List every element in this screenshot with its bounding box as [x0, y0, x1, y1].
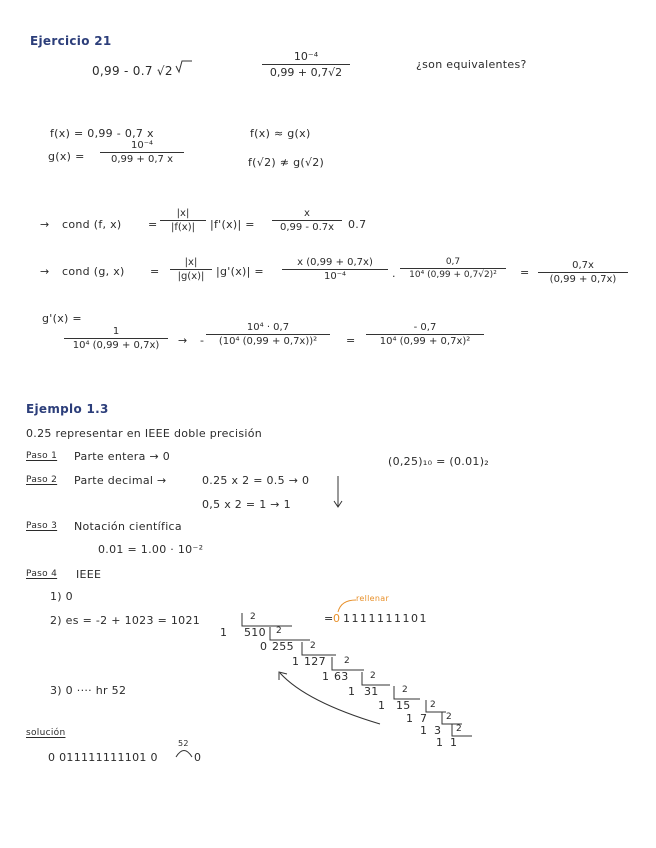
- paso-4-text: IEEE: [76, 568, 102, 581]
- division-brackets: [242, 613, 472, 736]
- division-divisor: 2: [276, 626, 283, 636]
- read-up-arrow: [280, 673, 380, 724]
- gprime-den-2: (10⁴ (0,99 + 0,7x))²: [218, 336, 318, 347]
- scientific-notation: 0.01 = 1.00 · 10⁻²: [98, 543, 204, 556]
- fraction-numerator: 10⁻⁴: [293, 50, 319, 63]
- solucion-superscript: 52: [178, 739, 189, 748]
- paso-1-text: Parte entera → 0: [74, 450, 171, 463]
- example-statement: 0.25 representar en IEEE doble precisión: [26, 427, 263, 440]
- gprime-num-3: - 0,7: [413, 322, 437, 333]
- division-divisor: 2: [446, 712, 453, 722]
- paso-4-label: Paso 4: [26, 569, 58, 579]
- paso-2-label: Paso 2: [26, 475, 58, 485]
- cond-g-den-3: 10⁴ (0,99 + 0,7√2)²: [409, 270, 497, 280]
- cond-f-label: cond (f, x): [62, 218, 122, 231]
- division-remainder: 1: [406, 712, 414, 725]
- division-quotient: 31: [364, 685, 379, 698]
- division-divisor: 2: [250, 612, 257, 622]
- division-divisor: 2: [430, 700, 437, 710]
- cond-g-deriv: |g'(x)| =: [216, 265, 264, 278]
- division-divisor: 2: [310, 641, 317, 651]
- down-arrow: [334, 476, 342, 507]
- cond-g-label: cond (g, x): [62, 265, 125, 278]
- cond-f-num-2: x: [304, 208, 310, 219]
- division-remainder: 1: [378, 699, 386, 712]
- gprime-num-1: 1: [112, 326, 120, 337]
- division-quotient: 7: [420, 712, 428, 725]
- cond-g-num-2: x (0,99 + 0,7x): [297, 257, 373, 268]
- paso-3-label: Paso 3: [26, 521, 58, 531]
- gprime-minus: -: [200, 334, 205, 347]
- expression-left: 0,99 - 0.7 √2: [92, 64, 173, 78]
- division-remainder: 0: [260, 640, 268, 653]
- binary-eq-sign: =: [324, 612, 334, 625]
- paso-2-text: Parte decimal →: [74, 474, 167, 487]
- gprime-den-3: 10⁴ (0,99 + 0,7x)²: [379, 336, 471, 347]
- cond-g-arrow: →: [40, 265, 50, 278]
- paso-3-text: Notación científica: [74, 520, 182, 533]
- cond-f-eq: =: [148, 218, 158, 231]
- gprime-den-1: 10⁴ (0,99 + 0,7x): [72, 340, 160, 351]
- ieee-item-2: 2) es = -2 + 1023 = 1021: [50, 614, 201, 627]
- division-remainder: 1: [348, 685, 356, 698]
- division-divisor: 2: [456, 724, 463, 734]
- binary-exponent: 1111111101: [343, 612, 428, 625]
- solucion-label: solución: [26, 728, 66, 738]
- cond-f-deriv: |f'(x)| =: [210, 218, 255, 231]
- binary-filled-zero: 0: [333, 612, 341, 625]
- cond-g-eq: =: [150, 265, 160, 278]
- division-remainder: 1: [292, 655, 300, 668]
- division-quotient: 15: [396, 699, 411, 712]
- cond-f-num: |x|: [176, 208, 190, 219]
- cond-g-dot: ·: [392, 270, 396, 283]
- division-quotient: 3: [434, 724, 442, 737]
- gprime-label: g'(x) =: [42, 312, 82, 325]
- division-remainder: 1: [322, 670, 330, 683]
- cond-g-num-3: 0,7: [445, 257, 461, 267]
- rellenar-arrow: [338, 600, 356, 612]
- cond-g-num-4: 0,7x: [572, 260, 594, 271]
- cond-f-tail: 0.7: [348, 218, 367, 231]
- paso-2-line-1: 0.25 x 2 = 0.5 → 0: [202, 474, 310, 487]
- g-numerator: 10⁻⁴: [130, 140, 153, 151]
- cond-g-eq-2: =: [520, 266, 530, 279]
- division-remainder: 1: [220, 626, 228, 639]
- cond-g-den-2: 10⁻⁴: [323, 271, 346, 282]
- solucion-value: 0 011111111101 0: [48, 751, 158, 764]
- division-quotient: 510: [244, 626, 266, 639]
- approx-1: f(x) ≈ g(x): [250, 127, 311, 140]
- division-quotient: 127: [304, 655, 326, 668]
- cond-g-num: |x|: [184, 257, 198, 268]
- ieee-item-1: 1) 0: [50, 590, 73, 603]
- solucion-end: 0: [194, 751, 202, 764]
- f-definition: f(x) = 0,99 - 0,7 x: [50, 127, 154, 140]
- cond-f-den-2: 0,99 - 0.7x: [279, 222, 335, 233]
- division-remainder: 1: [420, 724, 428, 737]
- binary-result: (0,25)₁₀ = (0.01)₂: [388, 455, 489, 468]
- approx-2: f(√2) ≉ g(√2): [248, 156, 325, 169]
- gprime-eq: =: [346, 334, 356, 347]
- sqrt-sign: [176, 61, 192, 72]
- cond-g-den: |g(x)|: [177, 271, 205, 282]
- gprime-num-2: 10⁴ · 0,7: [246, 322, 290, 333]
- division-quotient: 1: [450, 736, 458, 749]
- division-divisor: 2: [370, 671, 377, 681]
- division-divisor: 2: [344, 656, 351, 666]
- ieee-item-3: 3) 0 ···· hr 52: [50, 684, 127, 697]
- cond-g-den-4: (0,99 + 0,7x): [549, 274, 617, 285]
- question-text: ¿son equivalentes?: [416, 58, 527, 71]
- cond-f-arrow: →: [40, 218, 50, 231]
- g-label: g(x) =: [48, 150, 85, 163]
- division-remainder: 1: [436, 736, 444, 749]
- example-title: Ejemplo 1.3: [26, 402, 109, 416]
- division-quotient: 63: [334, 670, 349, 683]
- rellenar-note: rellenar: [356, 594, 390, 603]
- solucion-arc: [176, 751, 192, 758]
- division-quotient: 255: [272, 640, 294, 653]
- paso-2-line-2: 0,5 x 2 = 1 → 1: [202, 498, 291, 511]
- gprime-arrow: →: [178, 334, 188, 347]
- g-denominator: 0,99 + 0,7 x: [110, 154, 173, 165]
- exercise-title: Ejercicio 21: [30, 34, 112, 48]
- division-divisor: 2: [402, 685, 409, 695]
- paso-1-label: Paso 1: [26, 451, 58, 461]
- fraction-denominator: 0,99 + 0,7√2: [269, 66, 343, 79]
- cond-f-den: |f(x)|: [171, 222, 195, 233]
